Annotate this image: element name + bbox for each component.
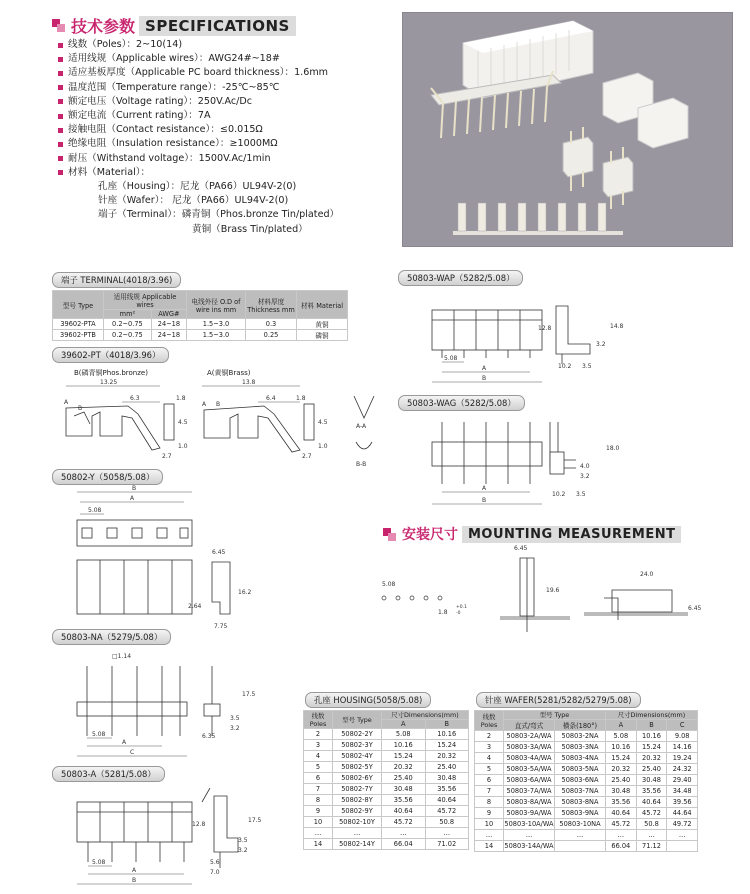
- product-photo-illustration: [403, 13, 732, 246]
- col-poles: 线数 Poles: [475, 711, 504, 731]
- table-row: 4 50802-4Y 15.24 20.32: [304, 751, 469, 762]
- col-awg: AWG#: [151, 310, 186, 319]
- y-section-label: 50802-Y（5058/5.08）: [52, 469, 163, 485]
- mount-dim: 24.0: [640, 571, 654, 578]
- na-dim: C: [130, 749, 135, 756]
- pt-b-dim: 1.8: [176, 395, 186, 402]
- na-dim: 6.35: [202, 733, 216, 740]
- pt-a-dim: 13.8: [242, 379, 256, 386]
- mount-dim: 6.45: [688, 605, 702, 612]
- spec-item: 温度范围（Temperature range）：-25℃~85℃: [58, 81, 339, 95]
- bullet-icon: [58, 142, 63, 147]
- na-dim: 3.2: [230, 725, 240, 732]
- header-squares-icon: [383, 528, 396, 541]
- mounting-drawing: [372, 542, 712, 644]
- table-row: 39602-PTA 0.2~0.75 24~18 1.5~3.0 0.3 黄铜: [53, 319, 348, 330]
- na-dim: 5.08: [92, 731, 106, 738]
- table-row: 14 50802-14Y 66.04 71.02: [304, 839, 469, 850]
- spec-item: 适应基板厚度（Applicable PC board thickness）：1.6mm: [58, 66, 339, 80]
- spec-item: 线数（Poles）：2~10(14): [58, 38, 339, 52]
- wap-drawing: [400, 286, 720, 390]
- bullet-icon: [58, 170, 63, 175]
- wag-dim: B: [482, 497, 487, 504]
- wafer-section-label: 针座 WAFER(5281/5282/5279/5.08): [476, 692, 641, 708]
- col-material: 材料 Material: [297, 291, 348, 319]
- na-drawing: [52, 646, 292, 766]
- wafer-table: 线数 Poles 型号 Type 尺寸Dimensions(mm) 直式/弯式 横条(180°) A B C 2 50803-2A/WA 50803-2NA 5.08 10.16 9.08 3 50803-3A/WA 50803-3NA 10.16 15.24 14.16 4 50803-4A/WA 50803-4NA 15.24 20.32 19.24 5 50803-5A/WA 50803-5NA 20.32 25.40 24.32 6 50803-6A/WA 50803-6NA 25.40 30.48 29.40 7 50803-7A/WA 50803-7NA 30.48 35.56 34.48 8 50803-8A/WA 50803-8NA 35.56 40.64 39.56 9 50803-9A/WA 50803-9NA 40.64 45.72 44.64 10 50803-10A/WA 50803-10NA 45.72 50.8 49.72 … … … … … … 14 50803-14A/WA 66.04 71.12: [474, 710, 698, 852]
- pt-a-letter: B: [216, 401, 221, 408]
- a-dim: 7.0: [210, 869, 220, 876]
- spec-list: [58, 38, 339, 237]
- table-row: 8 50803-8A/WA 50803-8NA 35.56 40.64 39.56: [475, 797, 698, 808]
- pt-section-label: 39602-PT（4018/3.96）: [52, 347, 169, 363]
- na-dim: 3.5: [230, 715, 240, 722]
- spec-item: 适用线规（Applicable wires）：AWG24#~18#: [58, 52, 339, 66]
- table-row: 3 50802-3Y 10.16 15.24: [304, 740, 469, 751]
- wap-dim: 10.2: [558, 363, 572, 370]
- pt-b-dim: 2.7: [162, 453, 172, 460]
- bullet-icon: [58, 43, 63, 48]
- col-type: 型号 Type: [333, 711, 382, 729]
- y-dim: 6.45: [212, 549, 226, 556]
- pt-b-letter: B: [78, 405, 83, 412]
- a-dim: 17.5: [248, 817, 262, 824]
- wap-dim: B: [482, 375, 487, 382]
- material-terminal: 端子（Terminal）：磷青铜（Phos.bronze Tin/plated）: [98, 209, 340, 221]
- a-dim: 3.2: [238, 847, 248, 854]
- na-dim: A: [122, 739, 127, 746]
- wap-dim: 12.8: [538, 325, 552, 332]
- pt-b-dim: 13.25: [100, 379, 118, 386]
- table-row: 10 50802-10Y 45.72 50.8: [304, 817, 469, 828]
- wap-dim: 3.2: [596, 341, 606, 348]
- wap-dim: 14.8: [610, 323, 624, 330]
- bullet-icon: [58, 99, 63, 104]
- a-dim: 5.6: [210, 859, 220, 866]
- pt-a-dim: 1.8: [296, 395, 306, 402]
- na-dim: 17.5: [242, 691, 256, 698]
- mounting-header: [383, 524, 681, 544]
- y-dim: 16.2: [238, 589, 252, 596]
- pt-a-dim: 4.5: [318, 419, 328, 426]
- mount-dim: -0: [456, 611, 461, 616]
- product-photo: [402, 12, 733, 247]
- table-row: 3 50803-3A/WA 50803-3NA 10.16 15.24 14.16: [475, 742, 698, 753]
- table-row: … … … …: [304, 828, 469, 839]
- table-row: 2 50803-2A/WA 50803-2NA 5.08 10.16 9.08: [475, 731, 698, 742]
- col-od: 电线外径 O.D of wire ins mm: [187, 291, 246, 319]
- mount-dim: 5.08: [382, 581, 396, 588]
- pt-a-dim: 1.0: [318, 443, 328, 450]
- bb-label: B-B: [356, 461, 367, 468]
- table-row: 9 50803-9A/WA 50803-9NA 40.64 45.72 44.64: [475, 808, 698, 819]
- mount-dim: 1.8: [438, 609, 448, 616]
- na-section-label: 50803-NA（5279/5.08）: [52, 629, 171, 645]
- a-dim: 12.8: [192, 821, 206, 828]
- na-dim: □1.14: [112, 653, 132, 660]
- terminal-table: [52, 290, 348, 341]
- wag-dim: 3.5: [576, 491, 586, 498]
- spec-item: 绝缘电阻（Insulation resistance）：≥1000MΩ: [58, 137, 339, 151]
- bullet-icon: [58, 128, 63, 133]
- pt-a-dim: 6.4: [266, 395, 276, 402]
- wag-drawing: [400, 412, 720, 512]
- pt-b-dim: 6.3: [130, 395, 140, 402]
- table-row: 2 50802-2Y 5.08 10.16: [304, 729, 469, 740]
- pt-b-letter: A: [64, 399, 69, 406]
- y-dim: A: [130, 495, 135, 502]
- col-dimensions: 尺寸Dimensions(mm): [382, 711, 469, 720]
- pt-drawing: [52, 376, 382, 472]
- table-row: 6 50802-6Y 25.40 30.48: [304, 773, 469, 784]
- table-row: 10 50803-10A/WA 50803-10NA 45.72 50.8 49.72: [475, 819, 698, 830]
- bullet-icon: [58, 114, 63, 119]
- y-dim: 7.75: [214, 623, 228, 630]
- bullet-icon: [58, 71, 63, 76]
- wap-dim: A: [482, 365, 487, 372]
- wag-dim: 18.0: [606, 445, 620, 452]
- spec-header: [52, 14, 296, 37]
- spec-item: 耐压（Withstand voltage）：1500V.Ac/1min: [58, 152, 339, 166]
- mount-dim: +0.1: [456, 605, 467, 610]
- spec-title-en: SPECIFICATIONS: [139, 16, 296, 36]
- table-row: 9 50802-9Y 40.64 45.72: [304, 806, 469, 817]
- pt-a-letter: A: [202, 401, 207, 408]
- spec-title-cn: 技术参数: [71, 17, 136, 36]
- header-squares-icon: [52, 19, 65, 32]
- a-dim: 3.5: [238, 837, 248, 844]
- spec-item: 接触电阻（Contact resistance）：≤0.015Ω: [58, 123, 339, 137]
- y-dim: B: [132, 485, 137, 492]
- wap-dim: 3.5: [582, 363, 592, 370]
- housing-table: 线数 Poles 型号 Type 尺寸Dimensions(mm) A B 2 50802-2Y 5.08 10.16 3 50802-3Y 10.16 15.24 4 50802-4Y 15.24 20.32 5 50802-5Y 20.32 25.40 6 50802-6Y 25.40 30.48 7 50802-7Y 30.48 35.56 8 50802-8Y 35.56 40.64 9 50802-9Y 40.64 45.72 10 50802-10Y 45.72 50.8 … … … … 14 50802-14Y 66.04 71.02: [303, 710, 469, 850]
- a-section-label: 50803-A（5281/5.08）: [52, 766, 165, 782]
- wap-dim: 5.08: [444, 355, 458, 362]
- table-row: 5 50802-5Y 20.32 25.40: [304, 762, 469, 773]
- bullet-icon: [58, 156, 63, 161]
- wag-dim: 10.2: [552, 491, 566, 498]
- pt-b-dim: 1.0: [178, 443, 188, 450]
- col-poles: 线数 Poles: [304, 711, 333, 729]
- col-type: 型号 Type: [53, 291, 104, 319]
- table-row: 7 50803-7A/WA 50803-7NA 30.48 35.56 34.48: [475, 786, 698, 797]
- pt-a-dim: 2.7: [302, 453, 312, 460]
- y-drawing: [52, 484, 292, 636]
- table-row: 6 50803-6A/WA 50803-6NA 25.40 30.48 29.40: [475, 775, 698, 786]
- col-mm2: mm²: [104, 310, 152, 319]
- housing-section-label: 孔座 HOUSING(5058/5.08): [305, 692, 431, 708]
- col-dimensions: 尺寸Dimensions(mm): [606, 711, 698, 720]
- material-housing: 孔座（Housing）：尼龙（PA66）UL94V-2(0): [98, 181, 297, 193]
- y-dim: 2.64: [188, 603, 202, 610]
- spec-item: 额定电压（Voltage rating）：250V.Ac/Dc: [58, 95, 339, 109]
- spec-item: 额定电流（Current rating）：7A: [58, 109, 339, 123]
- terminal-section-label: 端子 TERMINAL(4018/3.96): [52, 272, 181, 288]
- wag-dim: 4.0: [580, 463, 590, 470]
- table-row: 14 50803-14A/WA 66.04 71.12: [475, 841, 698, 852]
- mount-dim: 19.6: [546, 587, 560, 594]
- a-dim: B: [132, 877, 137, 884]
- wag-dim: 3.2: [580, 473, 590, 480]
- mounting-title-en: MOUNTING MEASUREMENT: [462, 526, 681, 543]
- pt-a-label: A(黄铜Brass): [207, 369, 251, 377]
- aa-label: A-A: [356, 423, 367, 430]
- a-dim: A: [132, 867, 137, 874]
- bullet-icon: [58, 85, 63, 90]
- table-row: 7 50802-7Y 30.48 35.56: [304, 784, 469, 795]
- table-row: 8 50802-8Y 35.56 40.64: [304, 795, 469, 806]
- y-dim: 5.08: [88, 507, 102, 514]
- table-row: 4 50803-4A/WA 50803-4NA 15.24 20.32 19.24: [475, 753, 698, 764]
- material-wafer: 针座（Wafer）： 尼龙（PA66）UL94V-2(0): [98, 195, 289, 207]
- table-row: … … … … … …: [475, 830, 698, 841]
- a-dim: 5.08: [92, 859, 106, 866]
- mounting-title-cn: 安装尺寸: [402, 527, 458, 543]
- col-type: 型号 Type: [504, 711, 606, 720]
- pt-b-dim: 4.5: [178, 419, 188, 426]
- spec-item: 材料（Material）：: [58, 166, 339, 180]
- material-brass: 黄铜（Brass Tin/plated）: [192, 223, 308, 235]
- table-row: 5 50803-5A/WA 50803-5NA 20.32 25.40 24.32: [475, 764, 698, 775]
- col-thickness: 材料厚度 Thickness mm: [246, 291, 297, 319]
- bullet-icon: [58, 57, 63, 62]
- pt-b-label: B(磷青铜Phos.bronze): [74, 369, 148, 377]
- wap-section-label: 50803-WAP（5282/5.08）: [398, 270, 523, 286]
- wag-dim: A: [482, 485, 487, 492]
- wag-section-label: 50803-WAG（5282/5.08）: [398, 395, 525, 411]
- col-wires: 适用线规 Applicable wires: [104, 291, 187, 310]
- mount-dim: 6.45: [514, 545, 528, 552]
- table-row: 39602-PTB 0.2~0.75 24~18 1.5~3.0 0.25 磷铜: [53, 330, 348, 341]
- a-drawing: [52, 782, 292, 892]
